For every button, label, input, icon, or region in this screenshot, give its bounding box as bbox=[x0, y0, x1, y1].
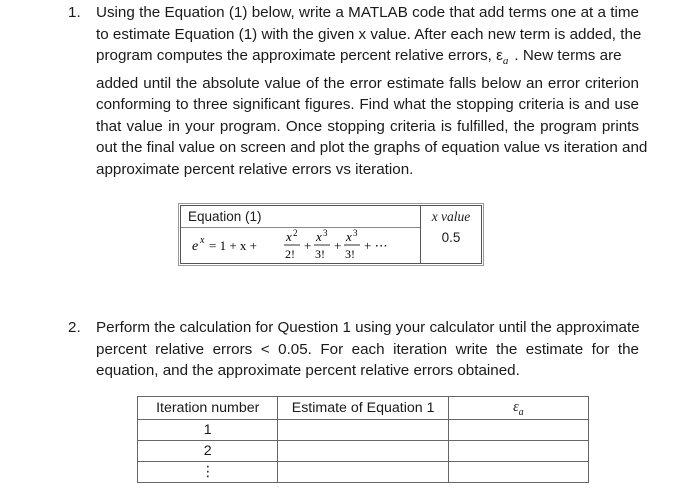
estimate-cell bbox=[278, 441, 448, 462]
question-1-line bbox=[96, 45, 639, 73]
estimate-cell bbox=[278, 420, 448, 441]
table-row bbox=[138, 441, 589, 462]
question-1-line: approximate percent relative errors vs iteration. bbox=[96, 160, 414, 178]
equation-label: Equation (1) bbox=[188, 209, 262, 224]
formula-t3-num: x bbox=[346, 229, 352, 244]
error-cell bbox=[448, 441, 588, 462]
equation-formula bbox=[188, 229, 413, 261]
epsilon-symbol: ε bbox=[513, 398, 519, 415]
question-1-number: 1. bbox=[68, 4, 81, 21]
formula-t3-den: 3! bbox=[345, 247, 355, 261]
formula-t2-num: x bbox=[316, 229, 322, 244]
formula-svg bbox=[188, 229, 413, 261]
question-1-text bbox=[96, 2, 648, 180]
question-1-line: conforming to three significant figures. Find what the stopping criteria is and use bbox=[96, 96, 639, 114]
equation-table bbox=[180, 205, 482, 264]
equation-header-divider bbox=[181, 227, 420, 228]
question-1-line: that value in your program. Once stopping criteria is fulfilled, the program prints bbox=[96, 117, 639, 135]
question-2-line: Perform the calculation for Question 1 using your calculator until the approximate bbox=[96, 319, 640, 336]
formula-tail: + ⋯ bbox=[364, 238, 388, 253]
x-value-label: x value bbox=[431, 209, 471, 224]
question-1-line: to estimate Equation (1) with the given x value. After each new term is added, the bbox=[96, 25, 642, 43]
x-value: 0.5 bbox=[441, 230, 461, 245]
iteration-cell: ⋮ bbox=[138, 462, 278, 483]
formula-lhs-exp: x bbox=[200, 235, 205, 246]
formula-t1-num: x bbox=[286, 229, 292, 244]
formula-plus-1: + bbox=[304, 238, 312, 253]
question-2-number: 2. bbox=[68, 319, 81, 336]
header-epsilon-a bbox=[448, 397, 588, 420]
question-2-line: equation, and the approximate percent relative errors obtained. bbox=[96, 362, 520, 379]
formula-t1-exp: 2 bbox=[293, 229, 298, 238]
formula-t2-den: 3! bbox=[315, 247, 325, 261]
equation-cell bbox=[181, 206, 421, 263]
question-2-text bbox=[96, 317, 639, 382]
formula-plus-2: + bbox=[334, 238, 342, 253]
estimate-cell bbox=[278, 462, 448, 483]
epsilon-subscript: a bbox=[502, 55, 509, 68]
iteration-cell: 1 bbox=[138, 420, 278, 441]
formula-t3-exp: 3 bbox=[353, 229, 358, 238]
epsilon-sub: a bbox=[518, 406, 524, 418]
question-1-line: out the final value on screen and plot the graphs of equation value vs iteration and bbox=[96, 139, 648, 157]
iteration-table bbox=[137, 396, 589, 483]
formula-lhs-base: e bbox=[192, 239, 199, 254]
formula-t2-exp: 3 bbox=[323, 229, 328, 238]
formula-t1-den: 2! bbox=[285, 247, 295, 261]
iteration-table-header-row bbox=[138, 397, 589, 420]
table-row bbox=[138, 462, 589, 483]
question-1-line: Using the Equation (1) below, write a MATLAB code that add terms one at a time bbox=[96, 4, 639, 21]
question-1-line: added until the absolute value of the error estimate falls below an error criterion bbox=[96, 74, 639, 92]
question-2-line: percent relative errors < 0.05. For each iteration write the estimate for the bbox=[96, 340, 639, 358]
table-row bbox=[138, 420, 589, 441]
header-iteration-number: Iteration number bbox=[138, 397, 278, 420]
header-estimate: Estimate of Equation 1 bbox=[278, 397, 448, 420]
question-1-line-3-tail: . New terms are bbox=[514, 47, 622, 64]
formula-eq: = 1 + x + bbox=[209, 238, 257, 253]
error-cell bbox=[448, 462, 588, 483]
iteration-cell: 2 bbox=[138, 441, 278, 462]
error-cell bbox=[448, 420, 588, 441]
x-value-cell bbox=[421, 206, 481, 263]
question-1-line-3-main: program computes the approximate percent relative errors, ε bbox=[96, 47, 503, 64]
